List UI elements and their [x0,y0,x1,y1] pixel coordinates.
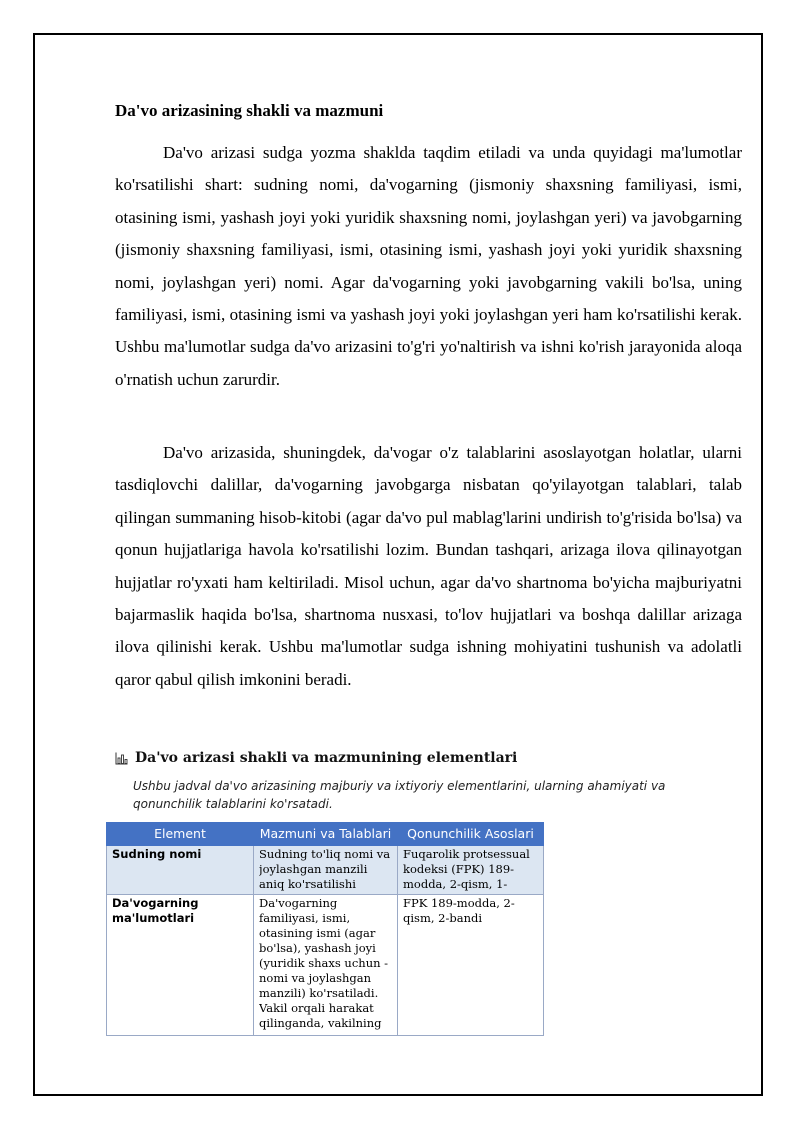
table-title [115,750,517,766]
bar-chart-icon [115,752,128,765]
cell-content: Da'vogarning familiyasi, ismi, otasining ismi (agar bo'lsa), yashash joyi (yuridik shaxs uchun - nomi va joylashgan manzili) ko'rsatiladi. Vakil orqali harakat qilinganda, vakilning [259,896,389,1030]
column-header-content: Mazmuni va Talablari [254,823,398,846]
cell-element: Sudning nomi [112,847,202,861]
column-header-legal-basis: Qonunchilik Asoslari [398,823,544,846]
table-caption: Ushbu jadval da'vo arizasining majburiy va ixtiyoriy elementlarini, ularning ahamiyati va qonunchilik talablarini ko'rsatadi. [133,779,666,811]
column-header-element: Element [107,823,254,846]
paragraph-1-text: Da'vo arizasi sudga yozma shaklda taqdim etiladi va unda quyidagi ma'lumotlar ko'rsatilishi shart: sudning nomi, da'vogarning (jismoniy shaxsning familiyasi, ismi, otasining ismi, yashash joyi yoki yuridik shaxsning nomi, joylashgan yeri) va javobgarning (jismoniy shaxsning familiyasi, ismi, otasining ismi, yashash joyi yoki yuridik shaxsning nomi, joylashgan yeri) nomi. Agar da'vogarning yoki javobgarning vakili bo'lsa, uning familiyasi, ismi, otasining ismi va yashash joyi yoki joylashgan yeri ham ko'rsatilishi kerak. Ushbu ma'lumotlar sudga da'vo arizasini to'g'ri yo'naltirish va ishni ko'rish jarayonida aloqa o'rnatish uchun zarurdir. [115,143,742,389]
cell-element: Da'vogarning ma'lumotlari [112,896,199,925]
paragraph-2 [115,437,742,696]
paragraph-1 [115,137,742,396]
table-title-text: Da'vo arizasi shakli va mazmunining elementlari [135,750,518,766]
cell-content: Sudning to'liq nomi va joylashgan manzili aniq ko'rsatilishi [259,847,391,891]
paragraph-2-text: Da'vo arizasida, shuningdek, da'vogar o'z talablarini asoslayotgan holatlar, ularni tasdiqlovchi dalillar, da'vogarning javobgarga nisbatan qo'yilayotgan talablari, talab qilingan summaning hisob-kitobi (agar da'vo pul mablag'larini undirish to'g'risida bo'lsa) va qonun hujjatlariga havola ko'rsatilishi lozim. Bundan tashqari, arizaga ilova qilinayotgan hujjatlar ro'yxati ham keltiriladi. Misol uchun, agar da'vo shartnoma bo'yicha majburiyatni bajarmaslik haqida bo'lsa, shartnoma nusxasi, to'lov hujjatlari va boshqa dalillar arizaga ilova qilinishi kerak. Ushbu ma'lumotlar sudga ishning mohiyatini tushunish va adolatli qaror qabul qilish imkonini beradi. [115,443,742,689]
cell-legal-basis: FPK 189-modda, 2-qism, 2-bandi [403,896,515,925]
cell-legal-basis: Fuqarolik protsessual kodeksi (FPK) 189-modda, 2-qism, 1- [403,847,530,891]
elements-table [106,822,544,1036]
section-heading: Da'vo arizasining shakli va mazmuni [115,101,384,120]
table-header-row [107,823,544,846]
table-row [107,895,544,1036]
table-row [107,846,544,895]
